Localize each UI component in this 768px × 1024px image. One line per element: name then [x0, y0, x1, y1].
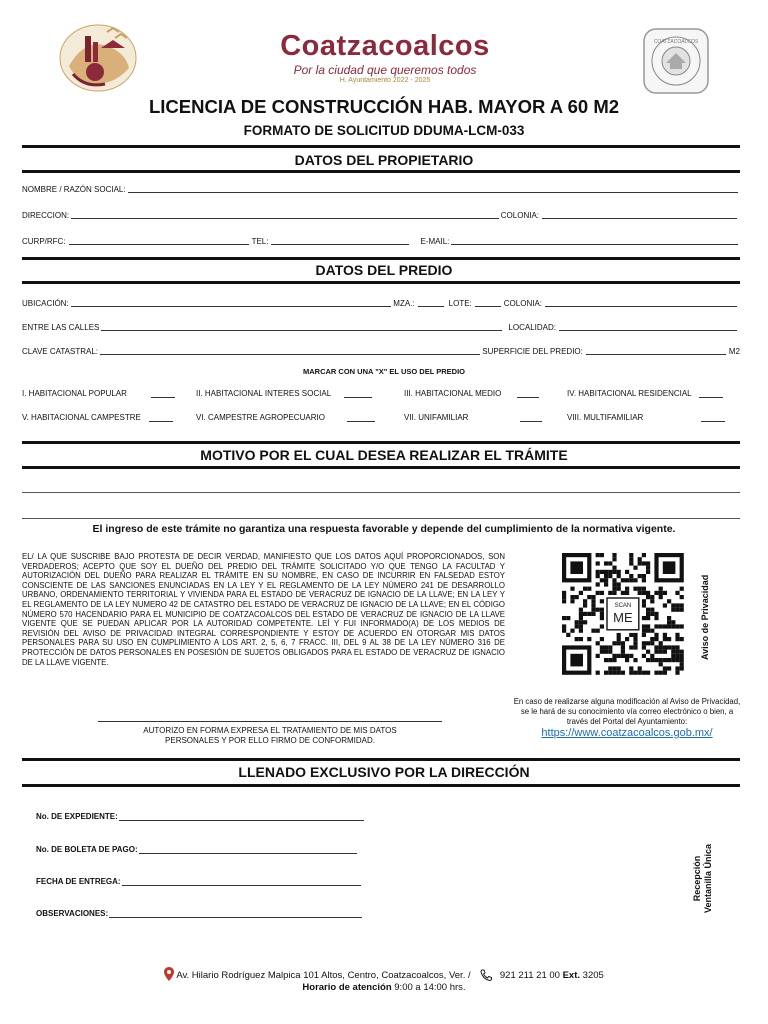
lote-label: LOTE: [448, 299, 472, 308]
field-clave[interactable] [22, 347, 740, 356]
recepcion-label [692, 844, 714, 913]
mza-label: MZA.: [393, 299, 415, 308]
nombre-input-line[interactable] [128, 185, 738, 193]
footer-ext-label: Ext. [562, 970, 581, 981]
qr-scan-label: SCAN [614, 603, 632, 609]
localidad-input-line[interactable] [559, 323, 737, 331]
predio-colonia-label: COLONIA: [503, 299, 542, 308]
use-mark-line[interactable] [151, 390, 175, 398]
hours-label: Horario de atención [302, 982, 392, 993]
superficie-input-line[interactable] [586, 347, 726, 355]
section-title-propietario: DATOS DEL PROPIETARIO [294, 152, 474, 168]
section-title-predio: DATOS DEL PREDIO [315, 262, 453, 278]
entre-input-line[interactable] [101, 323, 502, 331]
use-label: I. HABITACIONAL POPULAR [22, 389, 127, 398]
mark-instruction: MARCAR CON UNA "X" EL USO DEL PREDIO [303, 367, 465, 376]
observaciones-input-line[interactable] [109, 910, 362, 918]
signature-line[interactable] [98, 721, 442, 722]
use-option[interactable] [404, 389, 539, 398]
section-title-motivo: MOTIVO POR EL CUAL DESEA REALIZAR EL TRÁMITE [200, 447, 568, 463]
use-mark-line[interactable] [344, 390, 372, 398]
clave-input-line[interactable] [100, 347, 480, 355]
use-mark-line[interactable] [701, 414, 725, 422]
nombre-label: NOMBRE / RAZÓN SOCIAL: [22, 185, 126, 194]
use-label: VII. UNIFAMILIAR [404, 413, 469, 422]
colonia-label: COLONIA: [500, 211, 539, 220]
field-nombre[interactable] [22, 185, 740, 194]
brand-tagline: Por la ciudad que queremos todos [293, 63, 477, 77]
hours-value: 9:00 a 14:00 hrs. [394, 982, 466, 993]
direccion-input-line[interactable] [71, 211, 499, 219]
use-option[interactable] [196, 413, 375, 422]
section-rule [22, 441, 740, 444]
recepcion-line: Recepción [692, 855, 702, 902]
fecha-input-line[interactable] [122, 878, 361, 886]
expediente-input-line[interactable] [119, 813, 364, 821]
superficie-label: SUPERFICIE DEL PREDIO: [482, 347, 583, 356]
use-mark-line[interactable] [149, 414, 173, 422]
legal-declaration: EL/ LA QUE SUSCRIBE BAJO PROTESTA DE DECIR VERDAD, MANIFIESTO QUE LOS DATOS AQUÍ PROPORCIONADOS, SON VERDADEROS; ACEPTO QUE SOY EL DUEÑO DEL PREDIO DEL TRÁMITE SOLICITADO Y/O QUE TENGO LA FACULTAD Y AUTORIZACIÓN DEL DUEÑO PARA REALIZAR EL TRÁMITE EN SU NOMBRE, EN CASO DE INCURRIR EN FALSEDAD ESTOY CONSCIENTE DE LAS SANCIONES ENUNCIADAS EN LA LEY Y EL REGLAMENTO DE LA LEY NÚMERO 241 DE DESARROLLO URBANO, ORDENAMIENTO TERRITORIAL Y VIVIENDA PARA EL ESTADO DE VERACRUZ DE IGNACIO DE LA LLAVE; EN LA LEY Y EL REGLAMENTO DE LA LEY NUMERO 42 DE CATASTRO DEL ESTADO DE VERACRUZ DE IGNACIO DE LA LLAVE; EN EL CÓDIGO NÚMERO 570 HACENDARIO PARA EL MUNICIPIO DE COATZACOALCOS DEL ESTADO DE VERACRUZ DE IGNACIO DE LA LLAVE VIGENTE QUE SE PUEDAN APLICAR POR LA AUTORIDAD COMPETENTE. LEÍ Y FUI INFORMADO(A) DE LOS MEDIOS DE REVISIÓN DEL AVISO DE PRIVACIDAD INTEGRAL CORRESPONDIENTE Y ESTOY DE ACUERDO EN OTORGAR MIS DATOS PERSONALES PARA SU USO EN CUMPLIMIENTO A LOS ART. 2, 5, 6, 7 FRACC. III, DEL 9 AL 38 DE LA LEY NÚMERO 316 DE PROTECCIÓN DE DATOS PERSONALES EN POSESIÓN DE SUJETOS OBLIGADOS PARA EL ESTADO DE VERACRUZ DE IGNACIO DE LA LLAVE VIGENTE. [22, 552, 505, 667]
clave-label: CLAVE CATASTRAL: [22, 347, 99, 356]
use-option[interactable] [567, 389, 723, 398]
use-option[interactable] [22, 389, 175, 398]
use-label: II. HABITACIONAL INTERES SOCIAL [196, 389, 332, 398]
field-boleta[interactable] [36, 845, 357, 854]
footer-ext: 3205 [582, 970, 604, 981]
section-rule [22, 758, 740, 761]
brand-block [230, 30, 540, 84]
use-mark-line[interactable] [517, 390, 539, 398]
localidad-label: LOCALIDAD: [508, 323, 556, 332]
footer-phone: 921 211 21 00 [499, 970, 560, 981]
lote-input-line[interactable] [475, 299, 501, 307]
motivo-input-line[interactable] [22, 492, 740, 493]
brand-sub: H. Ayuntamiento 2022 - 2025 [339, 77, 431, 84]
document-subtitle: FORMATO DE SOLICITUD DDUMA-LCM-033 [243, 123, 525, 138]
observaciones-label: OBSERVACIONES: [36, 909, 109, 918]
svg-text:COATZACOALCOS: COATZACOALCOS [653, 39, 699, 45]
ubicacion-label: UBICACIÓN: [22, 299, 69, 308]
aviso-privacidad-label: Aviso de Privacidad [700, 574, 710, 660]
use-option[interactable] [567, 413, 725, 422]
tel-input-line[interactable] [271, 237, 409, 245]
email-label: E-MAIL: [420, 237, 450, 246]
recepcion-line: Ventanilla Única [703, 843, 713, 913]
footer-hours-line [0, 982, 768, 993]
use-option[interactable] [404, 413, 542, 422]
use-mark-line[interactable] [520, 414, 542, 422]
boleta-label: No. DE BOLETA DE PAGO: [36, 845, 138, 854]
field-expediente[interactable] [36, 812, 364, 821]
use-label: IV. HABITACIONAL RESIDENCIAL [567, 389, 692, 398]
predio-colonia-input-line[interactable] [545, 299, 737, 307]
section-rule [22, 145, 740, 148]
field-ubicacion[interactable] [22, 299, 740, 308]
qr-code[interactable] [562, 553, 686, 675]
section-rule [22, 170, 740, 173]
government-seal [640, 25, 712, 97]
privacy-note: En caso de realizarse alguna modificación al Aviso de Privacidad, se le hará de su conocimiento vía correo electrónico o bien, a través del Portal del Ayuntamiento: [513, 697, 741, 726]
use-label: VIII. MULTIFAMILIAR [567, 413, 644, 422]
use-option[interactable] [196, 389, 372, 398]
use-mark-line[interactable] [347, 414, 375, 422]
use-mark-line[interactable] [699, 390, 723, 398]
fecha-label: FECHA DE ENTREGA: [36, 877, 121, 886]
qr-me-label: ME [613, 610, 633, 625]
section-rule [22, 466, 740, 469]
municipal-logo [55, 18, 141, 94]
field-direccion[interactable] [22, 211, 740, 220]
expediente-label: No. DE EXPEDIENTE: [36, 812, 118, 821]
section-title-direccion: LLENADO EXCLUSIVO POR LA DIRECCIÓN [238, 764, 530, 780]
signature-caption-line: PERSONALES Y POR ELLO FIRMO DE CONFORMIDAD. [165, 736, 375, 745]
document-title: LICENCIA DE CONSTRUCCIÓN HAB. MAYOR A 60 M2 [148, 96, 620, 117]
mza-input-line[interactable] [418, 299, 444, 307]
tel-label: TEL: [251, 237, 269, 246]
use-label: VI. CAMPESTRE AGROPECUARIO [196, 413, 325, 422]
field-fecha[interactable] [36, 877, 361, 886]
signature-caption-line: AUTORIZO EN FORMA EXPRESA EL TRATAMIENTO DE MIS DATOS [143, 726, 397, 735]
use-option[interactable] [22, 413, 173, 422]
entre-label: ENTRE LAS CALLES [22, 323, 100, 332]
use-label: V. HABITACIONAL CAMPESTRE [22, 413, 141, 422]
ubicacion-input-line[interactable] [71, 299, 392, 307]
boleta-input-line[interactable] [139, 846, 357, 854]
curp-input-line[interactable] [69, 237, 249, 245]
motivo-input-line[interactable] [22, 518, 740, 519]
use-label: III. HABITACIONAL MEDIO [404, 389, 502, 398]
direccion-label: DIRECCION: [22, 211, 70, 220]
section-rule [22, 784, 740, 787]
footer-address: Av. Hilario Rodríguez Malpica 101 Altos, Centro, Coatzacoalcos, Ver. / [176, 970, 471, 981]
m2-label: M2 [728, 347, 740, 356]
field-observaciones[interactable] [36, 909, 362, 918]
field-curp[interactable] [22, 237, 740, 246]
email-input-line[interactable] [451, 237, 738, 245]
brand-name: Coatzacoalcos [280, 30, 490, 62]
field-entre-calles[interactable] [22, 323, 740, 332]
section-rule [22, 257, 740, 260]
notice-text: El ingreso de este trámite no garantiza una respuesta favorable y depende del cumplimiento de la normativa vigente. [92, 523, 676, 535]
colonia-input-line[interactable] [542, 211, 737, 219]
curp-label: CURP/RFC: [22, 237, 66, 246]
privacy-link[interactable]: https://www.coatzacoalcos.gob.mx/ [541, 727, 713, 739]
signature-caption [98, 726, 442, 746]
section-rule [22, 281, 740, 284]
